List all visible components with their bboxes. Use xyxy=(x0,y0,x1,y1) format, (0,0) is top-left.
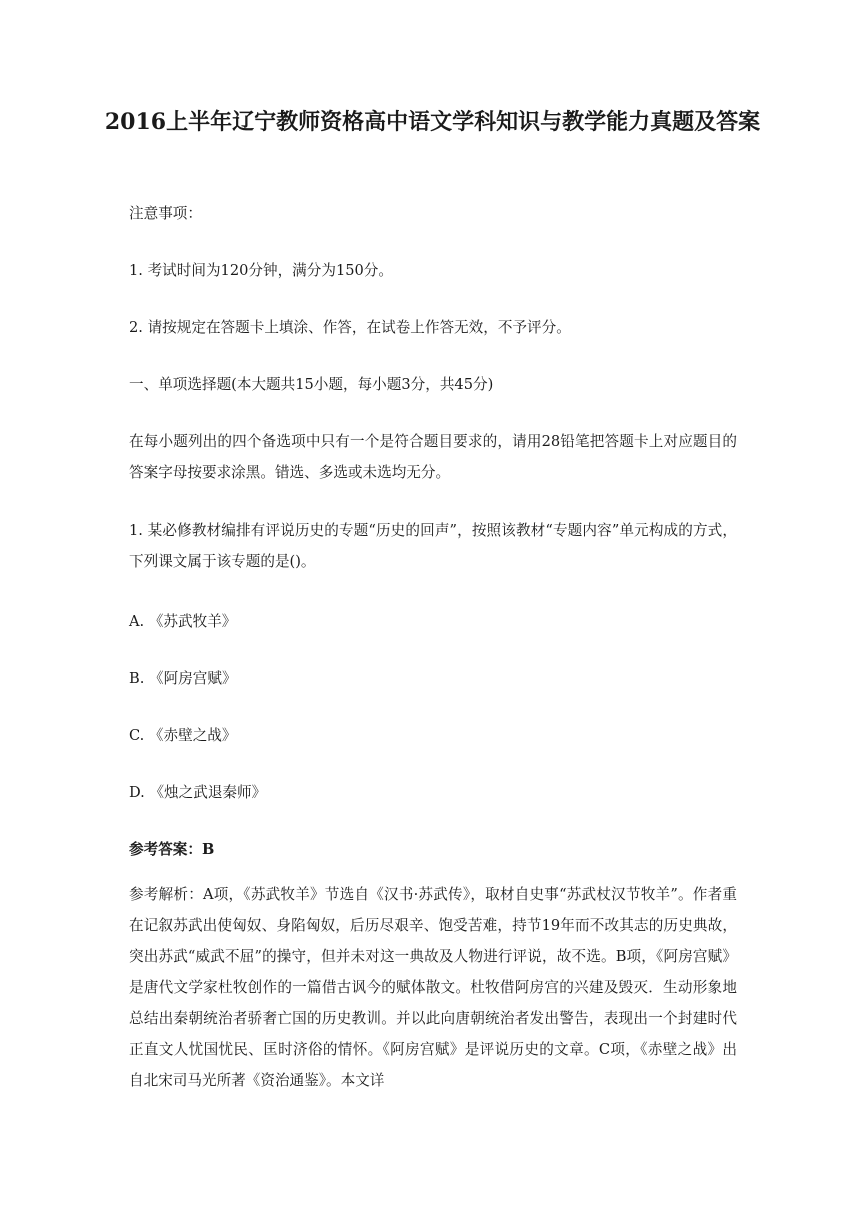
notice-heading: 注意事项： xyxy=(129,205,202,222)
document-title: 2016上半年辽宁教师资格高中语文学科知识与教学能力真题及答案 xyxy=(104,109,761,135)
question-1-analysis: 参考解析：A项，《苏武牧羊》节选自《汉书·苏武传》，取材自史事“苏武杖汉节牧羊”。作者重在记叙苏武出使匈奴、身陷匈奴，后历尽艰辛、饱受苦难，持节19年而不改其志的历史典故，突出苏武“威武不屈”的操守，但并未对这一典故及人物进行评说，故不选。B项，《阿房宫赋》是唐代文学家杜牧创作的一篇借古讽今的赋体散文。杜牧借阿房宫的兴建及毁灭．生动形象地总结出秦朝统治者骄奢亡国的历史教训。并以此向唐朝统治者发出警告，表现出一个封建时代正直文人忧国忧民、匡时济俗的情怀。《阿房宫赋》是评说历史的文章。C项，《赤壁之战》出自北宋司马光所著《资治通鉴》。本文详 xyxy=(129,886,737,1089)
notice-item-1: 1. 考试时间为120分钟，满分为150分。 xyxy=(129,262,393,279)
question-1-option-a: A. 《苏武牧羊》 xyxy=(129,613,237,630)
section-instruction: 在每小题列出的四个备选项中只有一个是符合题目要求的，请用28铅笔把答题卡上对应题目的答案字母按要求涂黑。错选、多选或未选均无分。 xyxy=(129,433,737,481)
section-heading: 一、单项选择题(本大题共15小题，每小题3分，共45分) xyxy=(129,376,494,393)
question-1-option-d: D. 《烛之武退秦师》 xyxy=(129,784,267,801)
question-1-answer: 参考答案：B xyxy=(129,841,215,858)
question-1-option-c: C. 《赤壁之战》 xyxy=(129,727,237,744)
question-1-option-b: B. 《阿房宫赋》 xyxy=(129,670,237,687)
notice-item-2: 2. 请按规定在答题卡上填涂、作答，在试卷上作答无效，不予评分。 xyxy=(129,319,571,336)
question-1-stem: 1. 某必修教材编排有评说历史的专题“历史的回声”，按照该教材“专题内容”单元构成的方式，下列课文属于该专题的是()。 xyxy=(129,522,737,570)
